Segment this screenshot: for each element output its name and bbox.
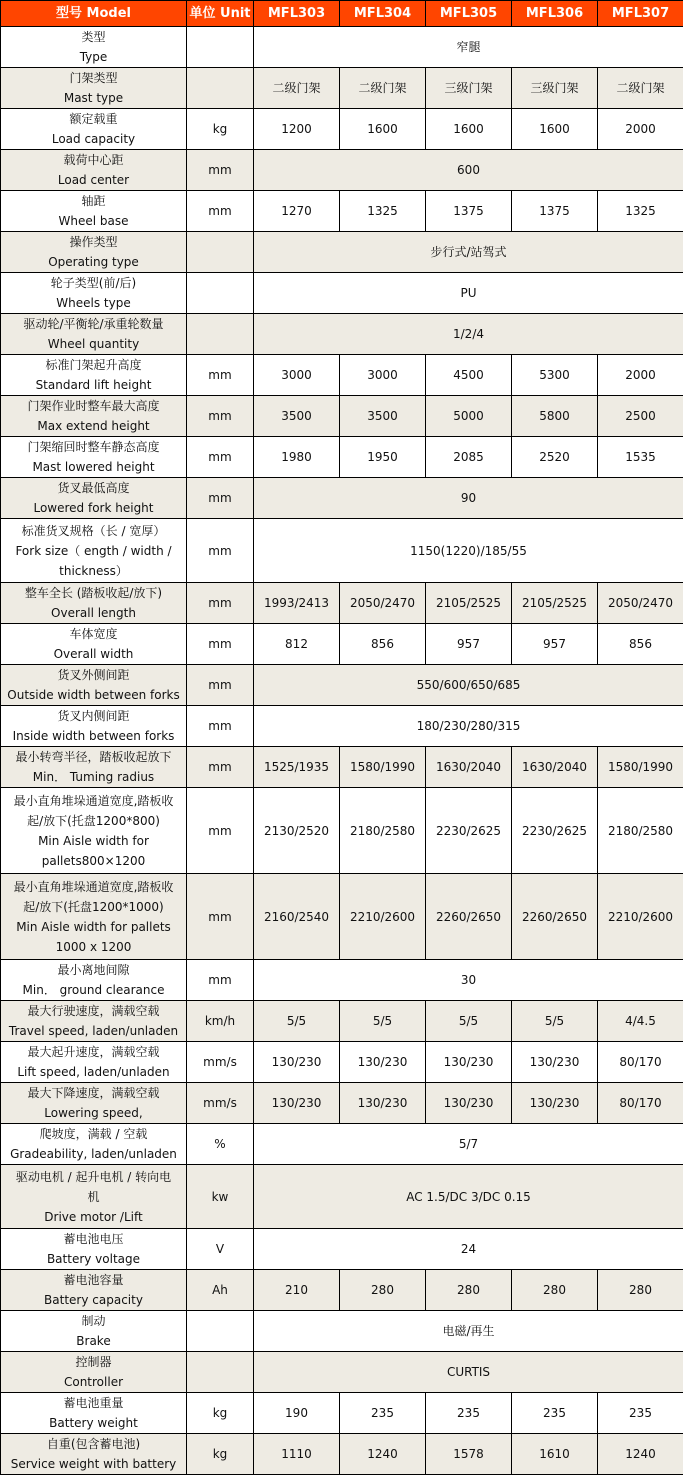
label-chinese: 门架类型 [1,68,186,88]
value-cell-mfl303: 1980 [254,437,340,478]
row-label [1,665,187,706]
unit-cell: mm/s [187,1042,254,1083]
value-cell-mfl307: 二级门架 [598,68,683,109]
header-mfl306: MFL306 [512,1,598,27]
label-english: Overall width [1,644,186,664]
value-cell-mfl307: 235 [598,1393,683,1434]
unit-cell: mm [187,747,254,788]
value-cell-mfl306: 2520 [512,437,598,478]
label-english: Battery voltage [1,1249,186,1269]
table-row [1,437,683,478]
unit-cell: kg [187,109,254,150]
unit-cell: mm [187,874,254,960]
unit-cell: mm [187,478,254,519]
row-label [1,1393,187,1434]
table-row [1,960,683,1001]
row-label [1,396,187,437]
table-row [1,314,683,355]
merged-value-cell: 24 [254,1229,683,1270]
unit-cell: mm [187,437,254,478]
value-cell-mfl305: 2085 [426,437,512,478]
value-cell-mfl304: 1600 [340,109,426,150]
table-row [1,478,683,519]
unit-cell: Ah [187,1270,254,1311]
value-cell-mfl307: 1240 [598,1434,683,1475]
row-label [1,232,187,273]
label-english: Wheels type [1,293,186,313]
row-label [1,1311,187,1352]
row-label [1,583,187,624]
value-cell-mfl307: 80/170 [598,1042,683,1083]
value-cell-mfl304: 2210/2600 [340,874,426,960]
header-mfl304: MFL304 [340,1,426,27]
label-chinese: 额定载重 [1,109,186,129]
unit-cell: mm [187,150,254,191]
label-chinese: 最大起升速度，满载空载 [1,1042,186,1062]
merged-value-cell: 550/600/650/685 [254,665,683,706]
unit-cell: mm [187,665,254,706]
row-label [1,478,187,519]
table-row [1,706,683,747]
unit-cell [187,68,254,109]
label-english: Battery capacity [1,1290,186,1310]
row-label [1,1352,187,1393]
label-chinese: 载荷中心距 [1,150,186,170]
value-cell-mfl303: 1993/2413 [254,583,340,624]
value-cell-mfl305: 280 [426,1270,512,1311]
label-chinese: 蓄电池电压 [1,1229,186,1249]
header-mfl303: MFL303 [254,1,340,27]
label-chinese: 轴距 [1,191,186,211]
merged-value-cell: 90 [254,478,683,519]
unit-cell: % [187,1124,254,1165]
merged-value-cell: 5/7 [254,1124,683,1165]
value-cell-mfl304: 1950 [340,437,426,478]
merged-value-cell: 30 [254,960,683,1001]
label-english: Overall length [1,603,186,623]
value-cell-mfl305: 235 [426,1393,512,1434]
table-row [1,1393,683,1434]
merged-value-cell: 窄腿 [254,27,683,68]
label-chinese: 操作类型 [1,232,186,252]
value-cell-mfl305: 957 [426,624,512,665]
value-cell-mfl306: 1630/2040 [512,747,598,788]
row-label [1,68,187,109]
value-cell-mfl307: 280 [598,1270,683,1311]
value-cell-mfl304: 1580/1990 [340,747,426,788]
value-cell-mfl304: 130/230 [340,1042,426,1083]
merged-value-cell: 1/2/4 [254,314,683,355]
label-chinese: 起/放下(托盘1200*1000) [1,897,186,917]
label-english: 1000 x 1200 [1,937,186,957]
value-cell-mfl307: 2180/2580 [598,788,683,874]
value-cell-mfl307: 4/4.5 [598,1001,683,1042]
value-cell-mfl305: 2105/2525 [426,583,512,624]
value-cell-mfl306: 5800 [512,396,598,437]
row-label [1,150,187,191]
table-row [1,1124,683,1165]
label-english: Inside width between forks [1,726,186,746]
unit-cell: mm/s [187,1083,254,1124]
label-english: Controller [1,1372,186,1392]
value-cell-mfl303: 3000 [254,355,340,396]
table-row [1,273,683,314]
row-label [1,1083,187,1124]
label-chinese: 最大下降速度，满载空载 [1,1083,186,1103]
label-english: Fork size（ ength / width / [1,541,186,561]
label-chinese: 自重(包含蓄电池) [1,1434,186,1454]
value-cell-mfl307: 2050/2470 [598,583,683,624]
unit-cell: km/h [187,1001,254,1042]
label-english: pallets800×1200 [1,851,186,871]
merged-value-cell: PU [254,273,683,314]
value-cell-mfl307: 80/170 [598,1083,683,1124]
label-chinese: 蓄电池重量 [1,1393,186,1413]
table-row [1,232,683,273]
label-chinese: 起/放下(托盘1200*800) [1,811,186,831]
unit-cell [187,27,254,68]
unit-cell [187,314,254,355]
unit-cell: mm [187,519,254,583]
value-cell-mfl305: 5000 [426,396,512,437]
row-label [1,191,187,232]
label-chinese: 最大行驶速度，满载空载 [1,1001,186,1021]
unit-cell: kg [187,1434,254,1475]
value-cell-mfl305: 1630/2040 [426,747,512,788]
label-chinese: 车体宽度 [1,624,186,644]
table-row [1,191,683,232]
label-chinese: 最小直角堆垛通道宽度,踏板收 [1,877,186,897]
value-cell-mfl305: 5/5 [426,1001,512,1042]
value-cell-mfl306: 130/230 [512,1042,598,1083]
label-chinese: 标准货叉规格（长 / 宽厚） [1,521,186,541]
value-cell-mfl306: 235 [512,1393,598,1434]
label-english: Lowered fork height [1,498,186,518]
label-english: Wheel base [1,211,186,231]
unit-cell [187,232,254,273]
merged-value-cell: 180/230/280/315 [254,706,683,747]
value-cell-mfl304: 130/230 [340,1083,426,1124]
label-chinese: 机 [1,1187,186,1207]
value-cell-mfl303: 3500 [254,396,340,437]
value-cell-mfl306: 2260/2650 [512,874,598,960]
value-cell-mfl307: 2210/2600 [598,874,683,960]
value-cell-mfl303: 812 [254,624,340,665]
row-label [1,874,187,960]
header-mfl307: MFL307 [598,1,683,27]
value-cell-mfl304: 2050/2470 [340,583,426,624]
value-cell-mfl304: 235 [340,1393,426,1434]
value-cell-mfl306: 三级门架 [512,68,598,109]
value-cell-mfl305: 1578 [426,1434,512,1475]
label-chinese: 最小直角堆垛通道宽度,踏板收 [1,791,186,811]
merged-value-cell: 电磁/再生 [254,1311,683,1352]
label-chinese: 门架作业时整车最大高度 [1,396,186,416]
table-row [1,27,683,68]
value-cell-mfl304: 1325 [340,191,426,232]
value-cell-mfl304: 3000 [340,355,426,396]
header-row [1,1,683,27]
row-label [1,437,187,478]
value-cell-mfl305: 三级门架 [426,68,512,109]
value-cell-mfl305: 130/230 [426,1042,512,1083]
unit-cell: V [187,1229,254,1270]
label-english: Mast type [1,88,186,108]
label-english: Standard lift height [1,375,186,395]
value-cell-mfl305: 130/230 [426,1083,512,1124]
label-english: Wheel quantity [1,334,186,354]
unit-cell [187,1352,254,1393]
table-row [1,1311,683,1352]
value-cell-mfl304: 2180/2580 [340,788,426,874]
row-label [1,1124,187,1165]
value-cell-mfl305: 1375 [426,191,512,232]
value-cell-mfl306: 957 [512,624,598,665]
row-label [1,519,187,583]
table-row [1,109,683,150]
label-chinese: 货叉内侧间距 [1,706,186,726]
value-cell-mfl306: 5/5 [512,1001,598,1042]
unit-cell: mm [187,788,254,874]
label-chinese: 制动 [1,1311,186,1331]
label-english: Outside width between forks [1,685,186,705]
table-row [1,150,683,191]
label-chinese: 最小离地间隙 [1,960,186,980]
table-row [1,874,683,960]
row-label [1,960,187,1001]
row-label [1,109,187,150]
table-row [1,1042,683,1083]
value-cell-mfl304: 1240 [340,1434,426,1475]
table-row [1,519,683,583]
value-cell-mfl303: 1525/1935 [254,747,340,788]
merged-value-cell: CURTIS [254,1352,683,1393]
label-english: Lowering speed, [1,1103,186,1123]
merged-value-cell: 600 [254,150,683,191]
value-cell-mfl303: 190 [254,1393,340,1434]
value-cell-mfl303: 二级门架 [254,68,340,109]
table-row [1,747,683,788]
table-row [1,1270,683,1311]
value-cell-mfl305: 2260/2650 [426,874,512,960]
value-cell-mfl304: 856 [340,624,426,665]
header-unit: 单位 Unit [187,1,254,27]
label-english: thickness） [1,561,186,581]
value-cell-mfl306: 2230/2625 [512,788,598,874]
table-row [1,68,683,109]
label-english: Drive motor /Lift [1,1207,186,1227]
table-row [1,1434,683,1475]
header-mfl305: MFL305 [426,1,512,27]
value-cell-mfl303: 1270 [254,191,340,232]
label-chinese: 驱动电机 / 起升电机 / 转向电 [1,1167,186,1187]
value-cell-mfl306: 1610 [512,1434,598,1475]
label-chinese: 货叉最低高度 [1,478,186,498]
table-row [1,1083,683,1124]
row-label [1,747,187,788]
table-row [1,1165,683,1229]
table-row [1,396,683,437]
value-cell-mfl307: 1580/1990 [598,747,683,788]
row-label [1,1270,187,1311]
unit-cell: mm [187,396,254,437]
label-english: Min． ground clearance [1,980,186,1000]
label-english: Load center [1,170,186,190]
row-label [1,1001,187,1042]
value-cell-mfl303: 5/5 [254,1001,340,1042]
row-label [1,1434,187,1475]
table-row [1,788,683,874]
value-cell-mfl303: 210 [254,1270,340,1311]
label-english: Brake [1,1331,186,1351]
value-cell-mfl307: 2000 [598,109,683,150]
value-cell-mfl305: 2230/2625 [426,788,512,874]
value-cell-mfl303: 1200 [254,109,340,150]
table-row [1,583,683,624]
row-label [1,1165,187,1229]
label-chinese: 货叉外侧间距 [1,665,186,685]
row-label [1,27,187,68]
value-cell-mfl303: 2130/2520 [254,788,340,874]
table-row [1,1352,683,1393]
row-label [1,624,187,665]
label-chinese: 爬坡度，满载 / 空载 [1,1124,186,1144]
value-cell-mfl306: 130/230 [512,1083,598,1124]
value-cell-mfl303: 1110 [254,1434,340,1475]
row-label [1,273,187,314]
label-english: Min． Tuming radius [1,767,186,787]
row-label [1,1042,187,1083]
label-english: Mast lowered height [1,457,186,477]
label-chinese: 轮子类型(前/后) [1,273,186,293]
value-cell-mfl307: 2500 [598,396,683,437]
table-row [1,355,683,396]
label-english: Lift speed, laden/unladen [1,1062,186,1082]
value-cell-mfl306: 5300 [512,355,598,396]
value-cell-mfl306: 280 [512,1270,598,1311]
label-english: Battery weight [1,1413,186,1433]
value-cell-mfl306: 1375 [512,191,598,232]
unit-cell: mm [187,355,254,396]
value-cell-mfl305: 4500 [426,355,512,396]
label-english: Min Aisle width for [1,831,186,851]
table-row [1,1229,683,1270]
label-english: Min Aisle width for pallets [1,917,186,937]
label-chinese: 驱动轮/平衡轮/承重轮数量 [1,314,186,334]
spec-table-body [1,27,683,1475]
label-english: Load capacity [1,129,186,149]
merged-value-cell: AC 1.5/DC 3/DC 0.15 [254,1165,683,1229]
label-chinese: 最小转弯半径，踏板收起放下 [1,747,186,767]
value-cell-mfl304: 280 [340,1270,426,1311]
unit-cell: mm [187,191,254,232]
value-cell-mfl306: 2105/2525 [512,583,598,624]
unit-cell: mm [187,583,254,624]
value-cell-mfl304: 5/5 [340,1001,426,1042]
unit-cell [187,273,254,314]
value-cell-mfl304: 二级门架 [340,68,426,109]
label-chinese: 蓄电池容量 [1,1270,186,1290]
label-chinese: 整车全长 (踏板收起/放下) [1,583,186,603]
merged-value-cell: 步行式/站驾式 [254,232,683,273]
header-model: 型号 Model [1,1,187,27]
label-chinese: 控制器 [1,1352,186,1372]
row-label [1,706,187,747]
row-label [1,1229,187,1270]
label-english: Gradeability, laden/unladen [1,1144,186,1164]
value-cell-mfl307: 1535 [598,437,683,478]
value-cell-mfl305: 1600 [426,109,512,150]
row-label [1,355,187,396]
unit-cell: mm [187,624,254,665]
merged-value-cell: 1150(1220)/185/55 [254,519,683,583]
unit-cell: mm [187,706,254,747]
value-cell-mfl307: 2000 [598,355,683,396]
unit-cell: mm [187,960,254,1001]
row-label [1,314,187,355]
value-cell-mfl306: 1600 [512,109,598,150]
value-cell-mfl303: 130/230 [254,1042,340,1083]
label-chinese: 门架缩回时整车静态高度 [1,437,186,457]
table-row [1,665,683,706]
label-english: Service weight with battery [1,1454,186,1474]
row-label [1,788,187,874]
table-row [1,1001,683,1042]
value-cell-mfl303: 2160/2540 [254,874,340,960]
label-english: Type [1,47,186,67]
table-row [1,624,683,665]
label-english: Travel speed, laden/unladen [1,1021,186,1041]
label-chinese: 类型 [1,27,186,47]
value-cell-mfl307: 856 [598,624,683,665]
label-english: Max extend height [1,416,186,436]
label-chinese: 标准门架起升高度 [1,355,186,375]
value-cell-mfl307: 1325 [598,191,683,232]
unit-cell [187,1311,254,1352]
unit-cell: kg [187,1393,254,1434]
value-cell-mfl304: 3500 [340,396,426,437]
label-english: Operating type [1,252,186,272]
unit-cell: kw [187,1165,254,1229]
value-cell-mfl303: 130/230 [254,1083,340,1124]
